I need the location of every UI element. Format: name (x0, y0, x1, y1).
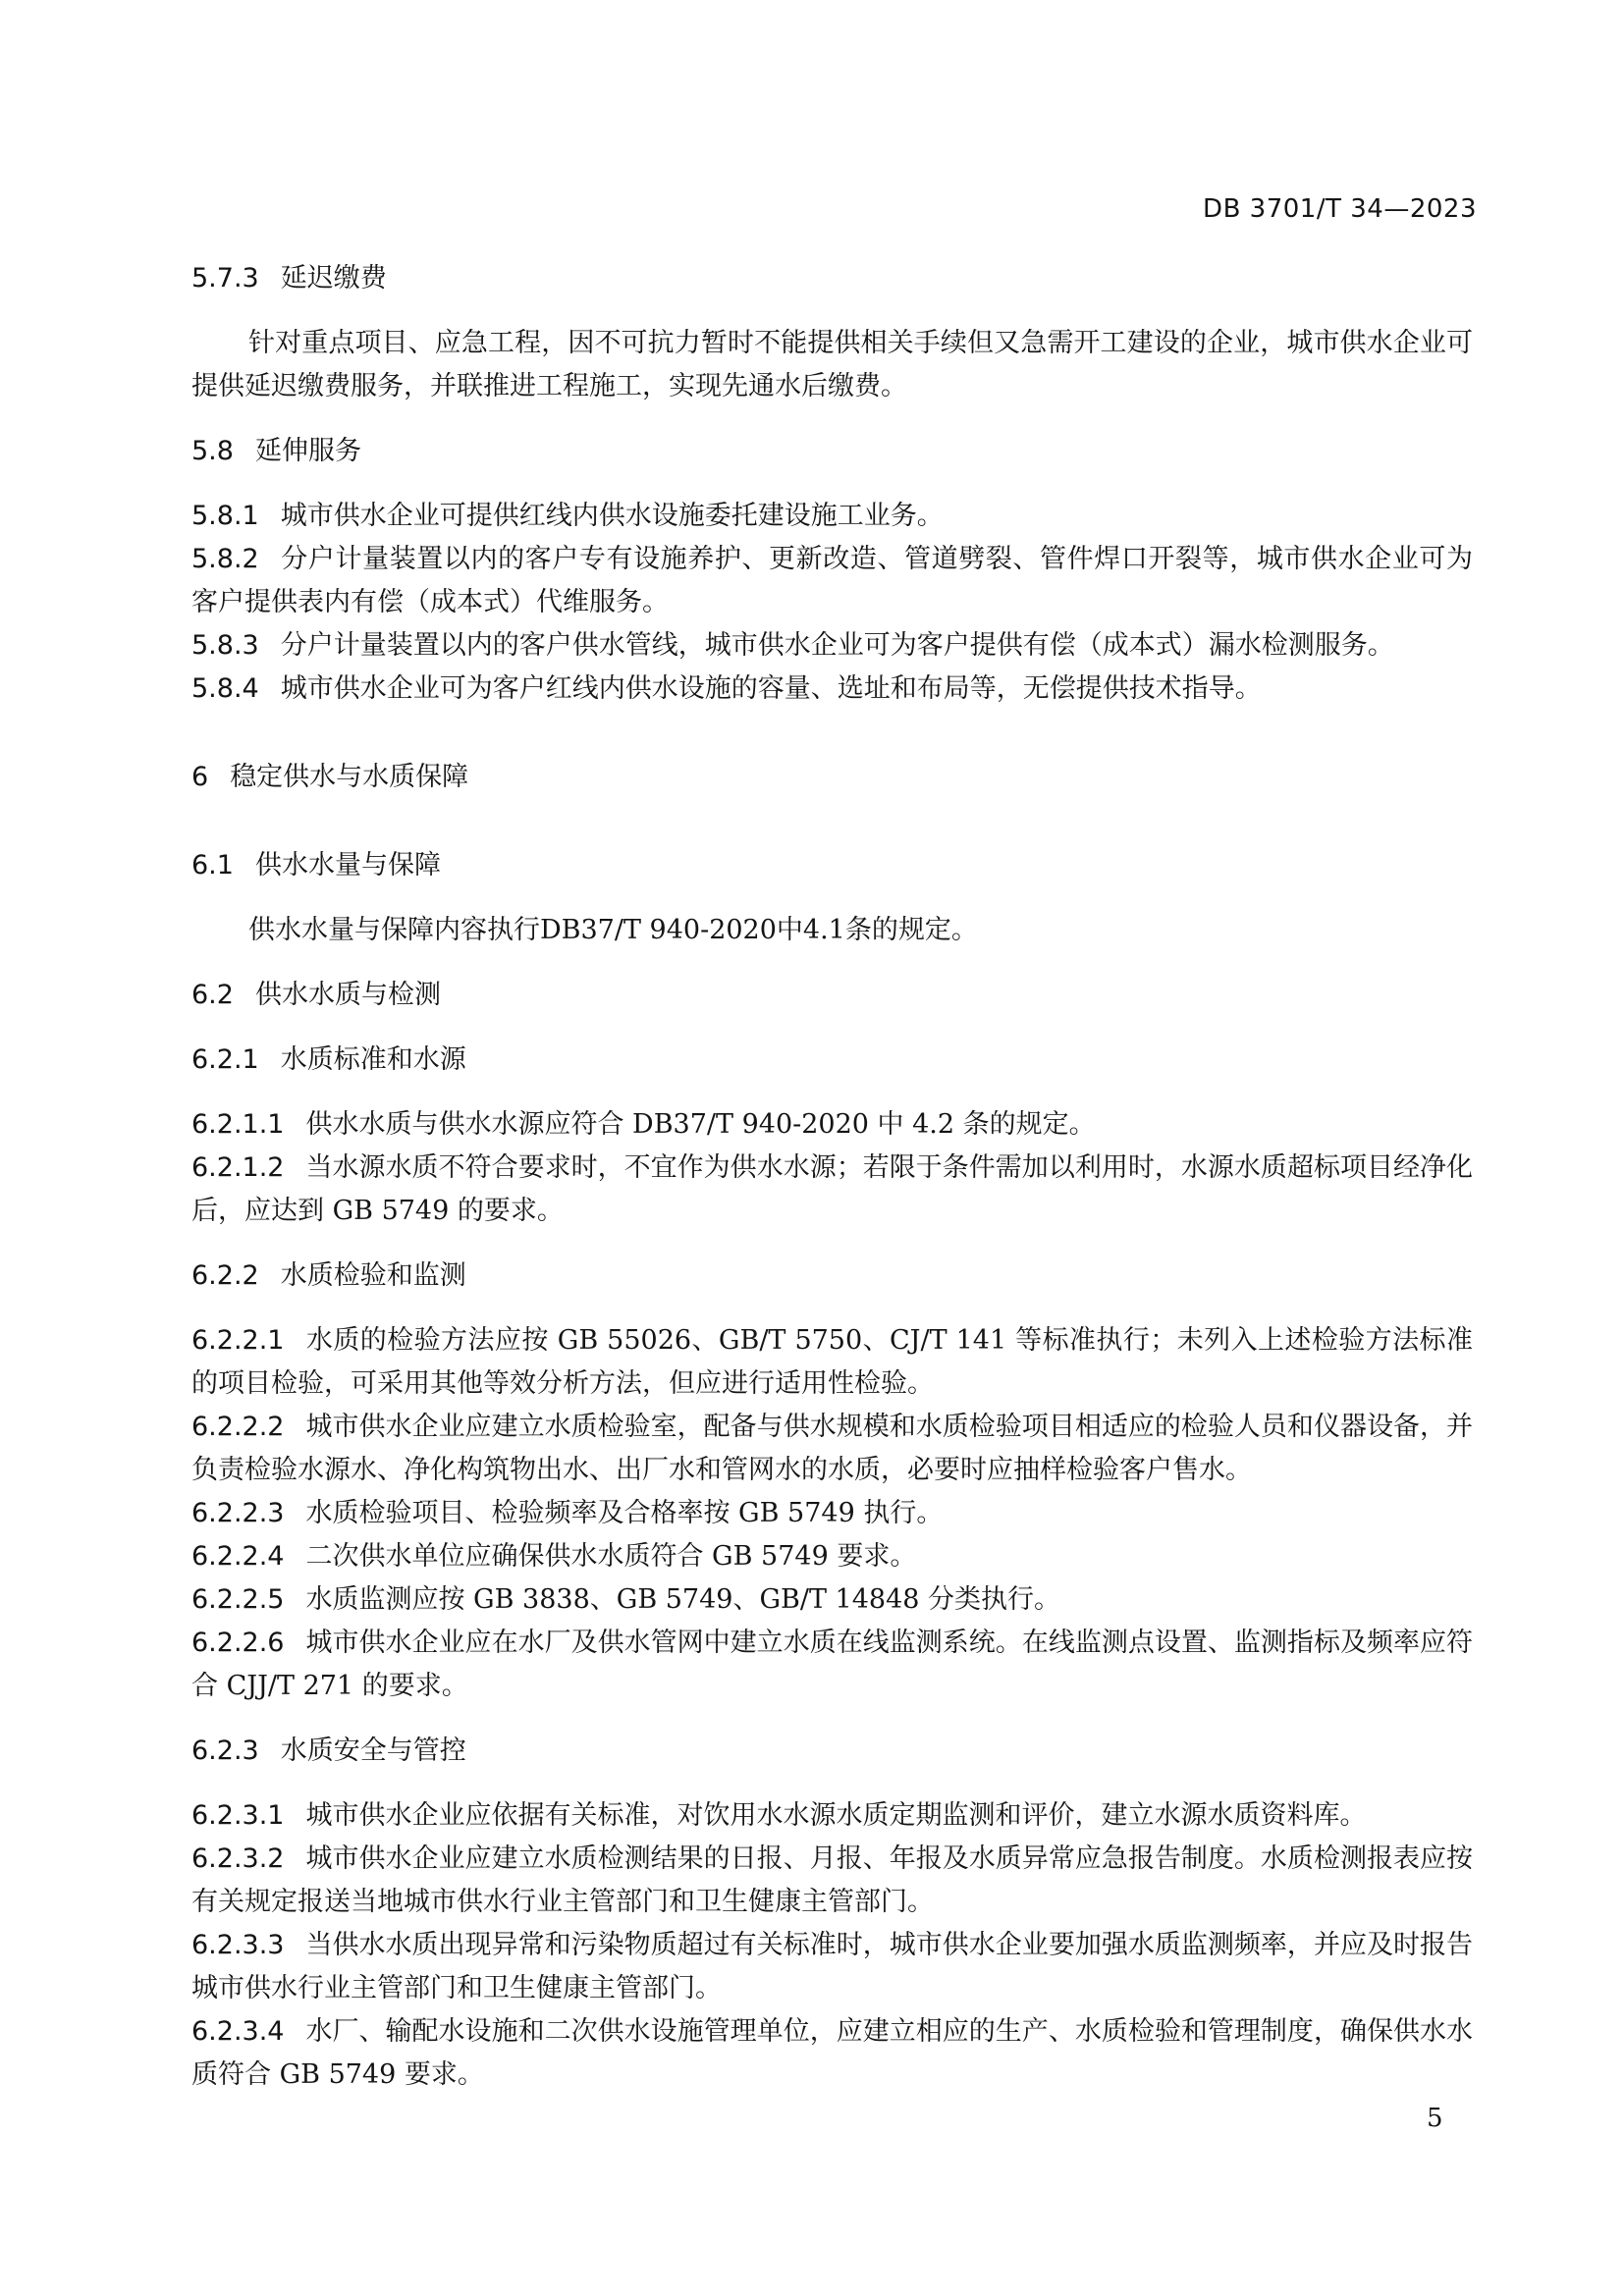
clause-5-8-1: 5.8.1 城市供水企业可提供红线内供水设施委托建设施工业务。 (191, 501, 944, 531)
page-number: 5 (1427, 2104, 1443, 2133)
clause-5-8-3: 5.8.3 分户计量装置以内的客户供水管线，城市供水企业可为客户提供有偿（成本式）漏水检测服务。 (191, 630, 1394, 661)
document-id: DB 3701/T 34—2023 (1203, 194, 1477, 224)
heading-6-2-2: 6.2.2 水质检验和监测 (191, 1260, 466, 1291)
clause-6-2-2-4: 6.2.2.4 二次供水单位应确保供水水质符合 GB 5749 要求。 (191, 1541, 917, 1572)
clause-6-2-2-3: 6.2.2.3 水质检验项目、检验频率及合格率按 GB 5749 执行。 (191, 1498, 944, 1528)
clause-6-2-2-1: 6.2.2.1 水质的检验方法应按 GB 55026、GB/T 5750、CJ/T 141 等标准执行；未列入上述检验方法标准的项目检验，可采用其他等效分析方法，但应进行适用性检验。 (191, 1325, 1473, 1399)
clause-5-8-2: 5.8.2 分户计量装置以内的客户专有设施养护、更新改造、管道劈裂、管件焊口开裂等，城市供水企业可为客户提供表内有偿（成本式）代维服务。 (191, 544, 1473, 617)
heading-6: 6 稳定供水与水质保障 (191, 762, 469, 792)
heading-6-2-3: 6.2.3 水质安全与管控 (191, 1735, 466, 1766)
clause-6-2-3-3: 6.2.3.3 当供水水质出现异常和污染物质超过有关标准时，城市供水企业要加强水质监测频率，并应及时报告城市供水行业主管部门和卫生健康主管部门。 (191, 1930, 1473, 2003)
heading-6-2-1: 6.2.1 水质标准和水源 (191, 1044, 466, 1075)
heading-5-8: 5.8 延伸服务 (191, 436, 361, 466)
clause-6-2-2-6: 6.2.2.6 城市供水企业应在水厂及供水管网中建立水质在线监测系统。在线监测点设置、监测指标及频率应符合 CJJ/T 271 的要求。 (191, 1628, 1473, 1701)
clause-6-2-2-2: 6.2.2.2 城市供水企业应建立水质检验室，配备与供水规模和水质检验项目相适应的检验人员和仪器设备，并负责检验水源水、净化构筑物出水、出厂水和管网水的水质，必要时应抽样检验客户售水。 (191, 1412, 1473, 1485)
heading-6-2: 6.2 供水水质与检测 (191, 980, 441, 1010)
paragraph-6-1: 供水水量与保障内容执行DB37/T 940-2020中4.1条的规定。 (248, 915, 978, 945)
clause-6-2-2-5: 6.2.2.5 水质监测应按 GB 3838、GB 5749、GB/T 14848 分类执行。 (191, 1584, 1061, 1615)
heading-6-1: 6.1 供水水量与保障 (191, 850, 441, 881)
clause-6-2-1-2: 6.2.1.2 当水源水质不符合要求时，不宜作为供水水源；若限于条件需加以利用时，水源水质超标项目经净化后，应达到 GB 5749 的要求。 (191, 1152, 1473, 1226)
paragraph-5-7-3: 针对重点项目、应急工程，因不可抗力暂时不能提供相关手续但又急需开工建设的企业，城市供水企业可提供延迟缴费服务，并联推进工程施工，实现先通水后缴费。 (191, 328, 1473, 401)
clause-6-2-3-1: 6.2.3.1 城市供水企业应依据有关标准，对饮用水水源水质定期监测和评价，建立水源水质资料库。 (191, 1800, 1367, 1831)
clause-5-8-4: 5.8.4 城市供水企业可为客户红线内供水设施的容量、选址和布局等，无偿提供技术指导。 (191, 673, 1262, 704)
clause-6-2-3-2: 6.2.3.2 城市供水企业应建立水质检测结果的日报、月报、年报及水质异常应急报告制度。水质检测报表应按有关规定报送当地城市供水行业主管部门和卫生健康主管部门。 (191, 1843, 1473, 1917)
page-content (191, 257, 1473, 2097)
clause-6-2-1-1: 6.2.1.1 供水水质与供水水源应符合 DB37/T 940-2020 中 4.2 条的规定。 (191, 1109, 1096, 1140)
heading-5-7-3: 5.7.3 延迟缴费 (191, 263, 387, 294)
clause-6-2-3-4: 6.2.3.4 水厂、输配水设施和二次供水设施管理单位，应建立相应的生产、水质检验和管理制度，确保供水水质符合 GB 5749 要求。 (191, 2016, 1473, 2090)
